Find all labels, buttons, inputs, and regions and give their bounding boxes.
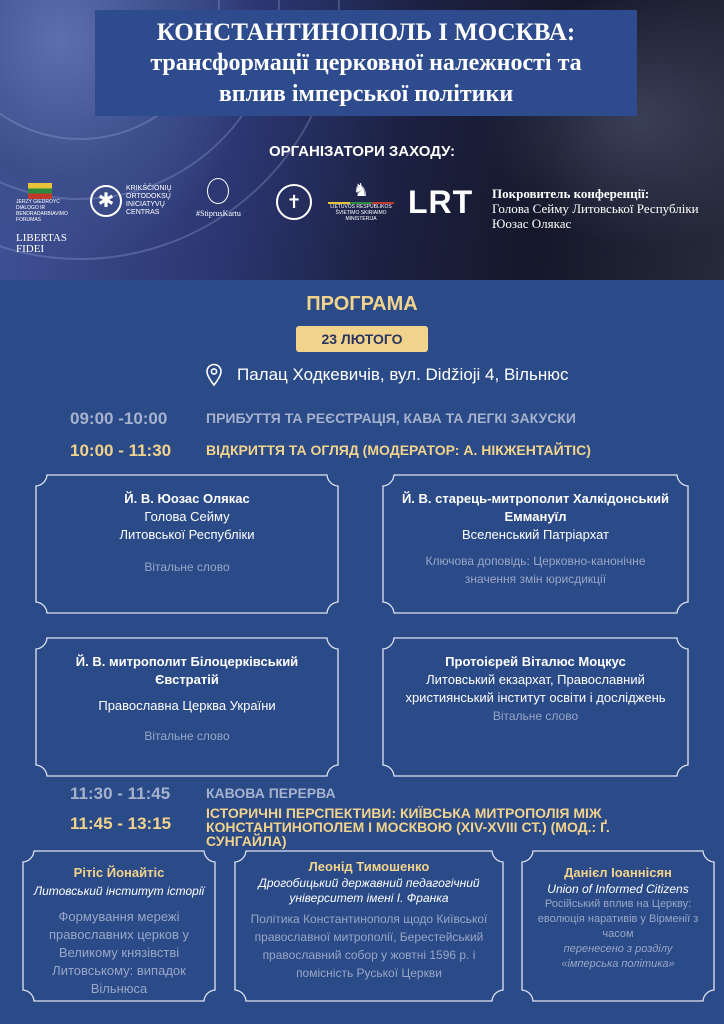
schedule-title: ІСТОРИЧНІ ПЕРСПЕКТИВИ: КИЇВСЬКА МИТРОПОЛІЯ МІЖ КОНСТАНТИНОПОЛЕМ І МОСКВОЮ (XIV-XVIII СТ.) (МОД.: Ґ. СУНГАЙЛА)	[206, 805, 610, 849]
speaker-note: перенесено з розділу «імперська політика»	[561, 943, 675, 970]
speaker-card	[22, 850, 216, 1002]
stiprus-logo: #StiprusKartu	[196, 178, 241, 218]
speaker-talk: Вітальне слово	[144, 560, 230, 574]
giedroyc-logo: JERZY GIEDROYC DIALOGO IR BENDRADARBIAVIMO FORUMAS	[16, 183, 76, 223]
ministry-logo: ♞ LIETUVOS RESPUBLIKOS ŠVIETIMO SKIRIAIMO MINISTERIJA	[328, 178, 394, 222]
speaker-name: Й. В. Юозас Олякас	[124, 491, 250, 506]
schedule-row	[70, 806, 646, 848]
patron-info: Покровитель конференції: Голова Сейму Литовської Республіки Юозас Олякас	[492, 186, 699, 231]
speaker-name: Рітіс Йонайтіс	[73, 865, 165, 880]
schedule-time: 11:30 - 11:45	[70, 784, 171, 803]
speaker-talk: Формування мережі православних церков у Великому князівстві Литовському: випадок Вільнюса	[48, 909, 190, 996]
speaker-role: Литовський екзархат, Православний християнський інститут освіти і досліджень	[405, 672, 666, 705]
schedule-time: 11:45 - 13:15	[70, 814, 172, 833]
title-line-2: трансформації церковної належності та	[150, 50, 582, 76]
speaker-role: Голова Сейму Литовської Республіки	[119, 509, 255, 542]
title-line-3: вплив імперської політики	[218, 81, 514, 107]
speaker-card	[521, 850, 715, 1002]
speaker-name: Й. В. старець-митрополит Халкідонський Еммануїл	[401, 491, 670, 524]
schedule-row	[70, 441, 591, 461]
schedule-time: 09:00 -10:00	[70, 409, 168, 428]
speaker-role: Union of Informed Citizens	[547, 882, 689, 896]
title-box	[95, 10, 637, 116]
speaker-name: Леонід Тимошенко	[308, 859, 430, 874]
date-badge: 23 ЛЮТОГО	[296, 326, 428, 352]
title-line-1: КОНСТАНТИНОПОЛЬ І МОСКВА:	[156, 19, 576, 46]
speaker-role: Дрогобицький державний педагогічний університет імені І. Франка	[258, 876, 480, 905]
speaker-role: Литовський інститут історії	[33, 884, 205, 898]
speaker-name: Данієл Іоаннісян	[564, 865, 672, 880]
header-banner	[0, 0, 724, 280]
speaker-talk: Вітальне слово	[492, 709, 579, 723]
speaker-card	[234, 850, 504, 1002]
schedule-title: КАВОВА ПЕРЕРВА	[206, 785, 336, 801]
schedule-row	[70, 784, 336, 804]
speaker-card	[35, 637, 339, 777]
speaker-talk: Вітальне слово	[144, 729, 230, 743]
schedule-title: ПРИБУТТЯ ТА РЕЄСТРАЦІЯ, КАВА ТА ЛЕГКІ ЗАКУСКИ	[206, 410, 576, 426]
church-seal-logo: ✝	[276, 184, 312, 220]
schedule-time: 10:00 - 11:30	[70, 441, 172, 460]
speaker-name: Протоієрей Віталюс Моцкус	[445, 654, 626, 669]
speaker-talk: Російський вплив на Церкву: еволюція наративів у Вірменії з часом	[537, 898, 699, 940]
location	[205, 363, 568, 387]
libertas-logo: LIBERTAS FIDEI	[16, 232, 68, 255]
speaker-card	[382, 474, 689, 614]
speaker-card	[382, 637, 689, 777]
program-title: ПРОГРАМА	[306, 293, 418, 315]
speaker-name: Й. В. митрополит Білоцерківський Євстратій	[75, 654, 299, 687]
speaker-talk: Ключова доповідь: Церковно-канонічне значення змін юрисдикції	[425, 554, 646, 586]
lrt-logo: LRT	[408, 184, 474, 220]
speaker-talk: Політика Константинополя щодо Київської православної митрополії, Берестейський православний собор у жовтні 1596 р. і помісність Руської Церкви	[250, 912, 488, 980]
map-pin-icon	[205, 363, 223, 387]
organizers-label: ОРГАНІЗАТОРИ ЗАХОДУ:	[268, 143, 456, 160]
location-text: Палац Ходкевичів, вул. Didžioji 4, Вільнюс	[237, 365, 569, 384]
kocentras-logo: ✱ KRIKŠČIONIŲ ORTODOKSŲ INICIATYVŲ CENTRAS	[90, 185, 176, 217]
schedule-row	[70, 409, 576, 429]
speaker-role: Православна Церква України	[98, 698, 276, 713]
speaker-role: Вселенський Патріархат	[462, 527, 609, 542]
schedule-title: ВІДКРИТТЯ ТА ОГЛЯД (МОДЕРАТОР: А. НІКЖЕНТАЙТІС)	[206, 442, 591, 458]
speaker-card	[35, 474, 339, 614]
